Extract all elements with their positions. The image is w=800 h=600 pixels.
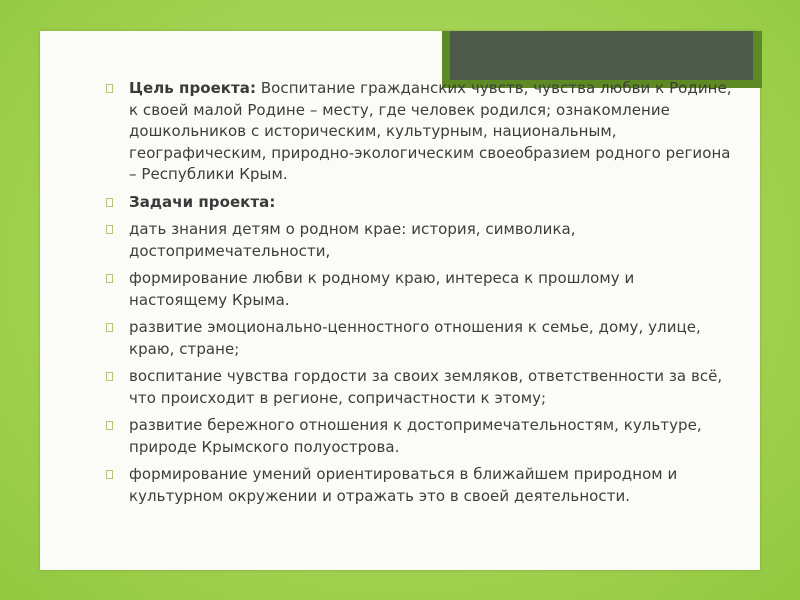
bullet-icon bbox=[106, 323, 113, 332]
bullet-icon bbox=[106, 84, 113, 93]
task-text: развитие бережного отношения к достопримечательностям, культуре, природе Крымского полуострова. bbox=[129, 416, 702, 456]
task-text: формирование любви к родному краю, интереса к прошлому и настоящему Крыма. bbox=[129, 269, 635, 309]
list-item-task-6 bbox=[104, 464, 734, 507]
list-item-task-1 bbox=[104, 219, 734, 262]
list-item-task-3 bbox=[104, 317, 734, 360]
task-text: дать знания детям о родном крае: история, символика, достопримечательности, bbox=[129, 220, 576, 260]
bullet-icon bbox=[106, 470, 113, 479]
tasks-label: Задачи проекта: bbox=[129, 192, 276, 211]
goal-label: Цель проекта: bbox=[129, 79, 257, 97]
task-text: воспитание чувства гордости за своих земляков, ответственности за всё, что происходит в регионе, сопричастности к этому; bbox=[129, 367, 723, 407]
list-item-task-2 bbox=[104, 268, 734, 311]
task-text: формирование умений ориентироваться в ближайшем природном и культурном окружении и отражать это в своей деятельности. bbox=[129, 465, 678, 505]
title-placeholder-inner bbox=[450, 31, 753, 80]
list-item-task-4 bbox=[104, 366, 734, 409]
list-item-tasks-heading bbox=[104, 192, 734, 214]
list-item-goal bbox=[104, 78, 734, 186]
bullet-icon bbox=[106, 198, 113, 207]
task-text: развитие эмоционально-ценностного отношения к семье, дому, улице, краю, стране; bbox=[129, 318, 701, 358]
bullet-icon bbox=[106, 225, 113, 234]
bullet-icon bbox=[106, 372, 113, 381]
bullet-icon bbox=[106, 274, 113, 283]
bullet-icon bbox=[106, 421, 113, 430]
list-item-task-5 bbox=[104, 415, 734, 458]
content-list bbox=[104, 78, 734, 513]
goal-text: Воспитание гражданских чувств, чувства любви к Родине, к своей малой Родине – месту, где человек родился; ознакомление дошкольников с историческим, культурным, национальным, географическим, природно-экологическим своеобразием родного региона – Республики Крым. bbox=[129, 79, 732, 183]
